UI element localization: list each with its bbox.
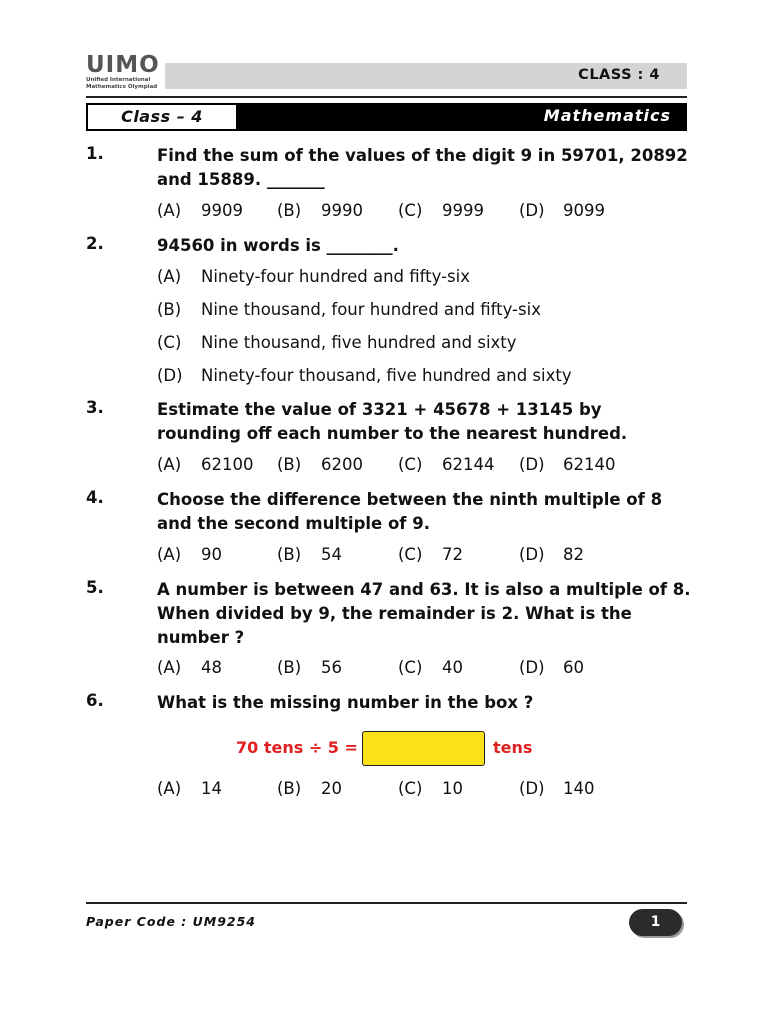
question-3-number: 3. xyxy=(86,398,104,417)
question-5-text: A number is between 47 and 63. It is also a multiple of 8. When divided by 9, the remainder is 2. What is the number ? xyxy=(157,580,691,647)
option-label: (D) xyxy=(519,455,545,474)
option-label: (D) xyxy=(519,201,545,220)
option-label: (D) xyxy=(519,658,545,677)
option-value: 20 xyxy=(321,779,342,798)
question-2-number: 2. xyxy=(86,234,104,253)
option-label: (A) xyxy=(157,455,182,474)
option-label: (C) xyxy=(157,333,182,352)
option-value: 72 xyxy=(442,545,463,564)
answer-box xyxy=(362,731,485,766)
question-4-text: Choose the difference between the ninth multiple of 8 and the second multiple of 9. xyxy=(157,490,663,533)
option-value: Ninety-four hundred and fifty-six xyxy=(201,267,471,286)
option-value: 14 xyxy=(201,779,222,798)
question-6-text: What is the missing number in the box ? xyxy=(157,693,534,712)
option-value: Nine thousand, five hundred and sixty xyxy=(201,333,517,352)
option-label: (D) xyxy=(519,545,545,564)
logo-line-1: Unified International xyxy=(86,77,151,83)
subject-title: Mathematics xyxy=(543,106,671,125)
option-label: (B) xyxy=(277,779,302,798)
option-label: (C) xyxy=(398,658,423,677)
option-label: (C) xyxy=(398,545,423,564)
option-value: 9990 xyxy=(321,201,363,220)
option-label: (B) xyxy=(277,658,302,677)
header-divider xyxy=(86,96,687,98)
question-4-number: 4. xyxy=(86,488,104,507)
logo-mark: UIMO xyxy=(86,52,160,78)
option-value: 9999 xyxy=(442,201,484,220)
paper-code: Paper Code : UM9254 xyxy=(86,914,257,929)
option-label: (B) xyxy=(277,545,302,564)
option-value: 82 xyxy=(563,545,584,564)
question-5-number: 5. xyxy=(86,578,104,597)
option-value: 10 xyxy=(442,779,463,798)
footer-divider xyxy=(86,902,687,904)
option-value: 6200 xyxy=(321,455,363,474)
option-label: (C) xyxy=(398,455,423,474)
option-value: 54 xyxy=(321,545,342,564)
option-value: Ninety-four thousand, five hundred and sixty xyxy=(201,366,572,385)
option-label: (C) xyxy=(398,201,423,220)
option-label: (A) xyxy=(157,201,182,220)
question-1-text: Find the sum of the values of the digit 9 in 59701, 20892 and 15889. _______ xyxy=(157,146,688,189)
option-value: 90 xyxy=(201,545,222,564)
option-label: (A) xyxy=(157,658,182,677)
option-value: 62100 xyxy=(201,455,254,474)
option-value: 56 xyxy=(321,658,342,677)
expression-left: 70 tens ÷ 5 = xyxy=(236,738,358,757)
option-value: 40 xyxy=(442,658,463,677)
option-value: 9909 xyxy=(201,201,243,220)
option-value: 62144 xyxy=(442,455,495,474)
option-label: (D) xyxy=(519,779,545,798)
option-label: (A) xyxy=(157,267,182,286)
question-6-number: 6. xyxy=(86,691,104,710)
option-label: (A) xyxy=(157,779,182,798)
option-label: (D) xyxy=(157,366,183,385)
option-value: 9099 xyxy=(563,201,605,220)
class-bar xyxy=(165,63,687,89)
option-label: (A) xyxy=(157,545,182,564)
class-label: CLASS : 4 xyxy=(578,67,660,83)
question-1-number: 1. xyxy=(86,144,104,163)
question-3-text: Estimate the value of 3321 + 45678 + 13145 by rounding off each number to the nearest hundred. xyxy=(157,400,628,443)
uimo-logo xyxy=(86,54,168,100)
option-value: Nine thousand, four hundred and fifty-six xyxy=(201,300,541,319)
option-label: (B) xyxy=(277,201,302,220)
expression-right: tens xyxy=(493,738,533,757)
logo-line-2: Mathematics Olympiad xyxy=(86,84,158,90)
question-2-text: 94560 in words is ________. xyxy=(157,236,399,255)
class-box: Class – 4 xyxy=(86,103,238,131)
option-label: (C) xyxy=(398,779,423,798)
option-value: 48 xyxy=(201,658,222,677)
option-value: 60 xyxy=(563,658,584,677)
option-value: 62140 xyxy=(563,455,616,474)
option-label: (B) xyxy=(277,455,302,474)
option-label: (B) xyxy=(157,300,182,319)
page-number-badge: 1 xyxy=(629,909,682,936)
option-value: 140 xyxy=(563,779,595,798)
title-strip xyxy=(86,103,687,131)
